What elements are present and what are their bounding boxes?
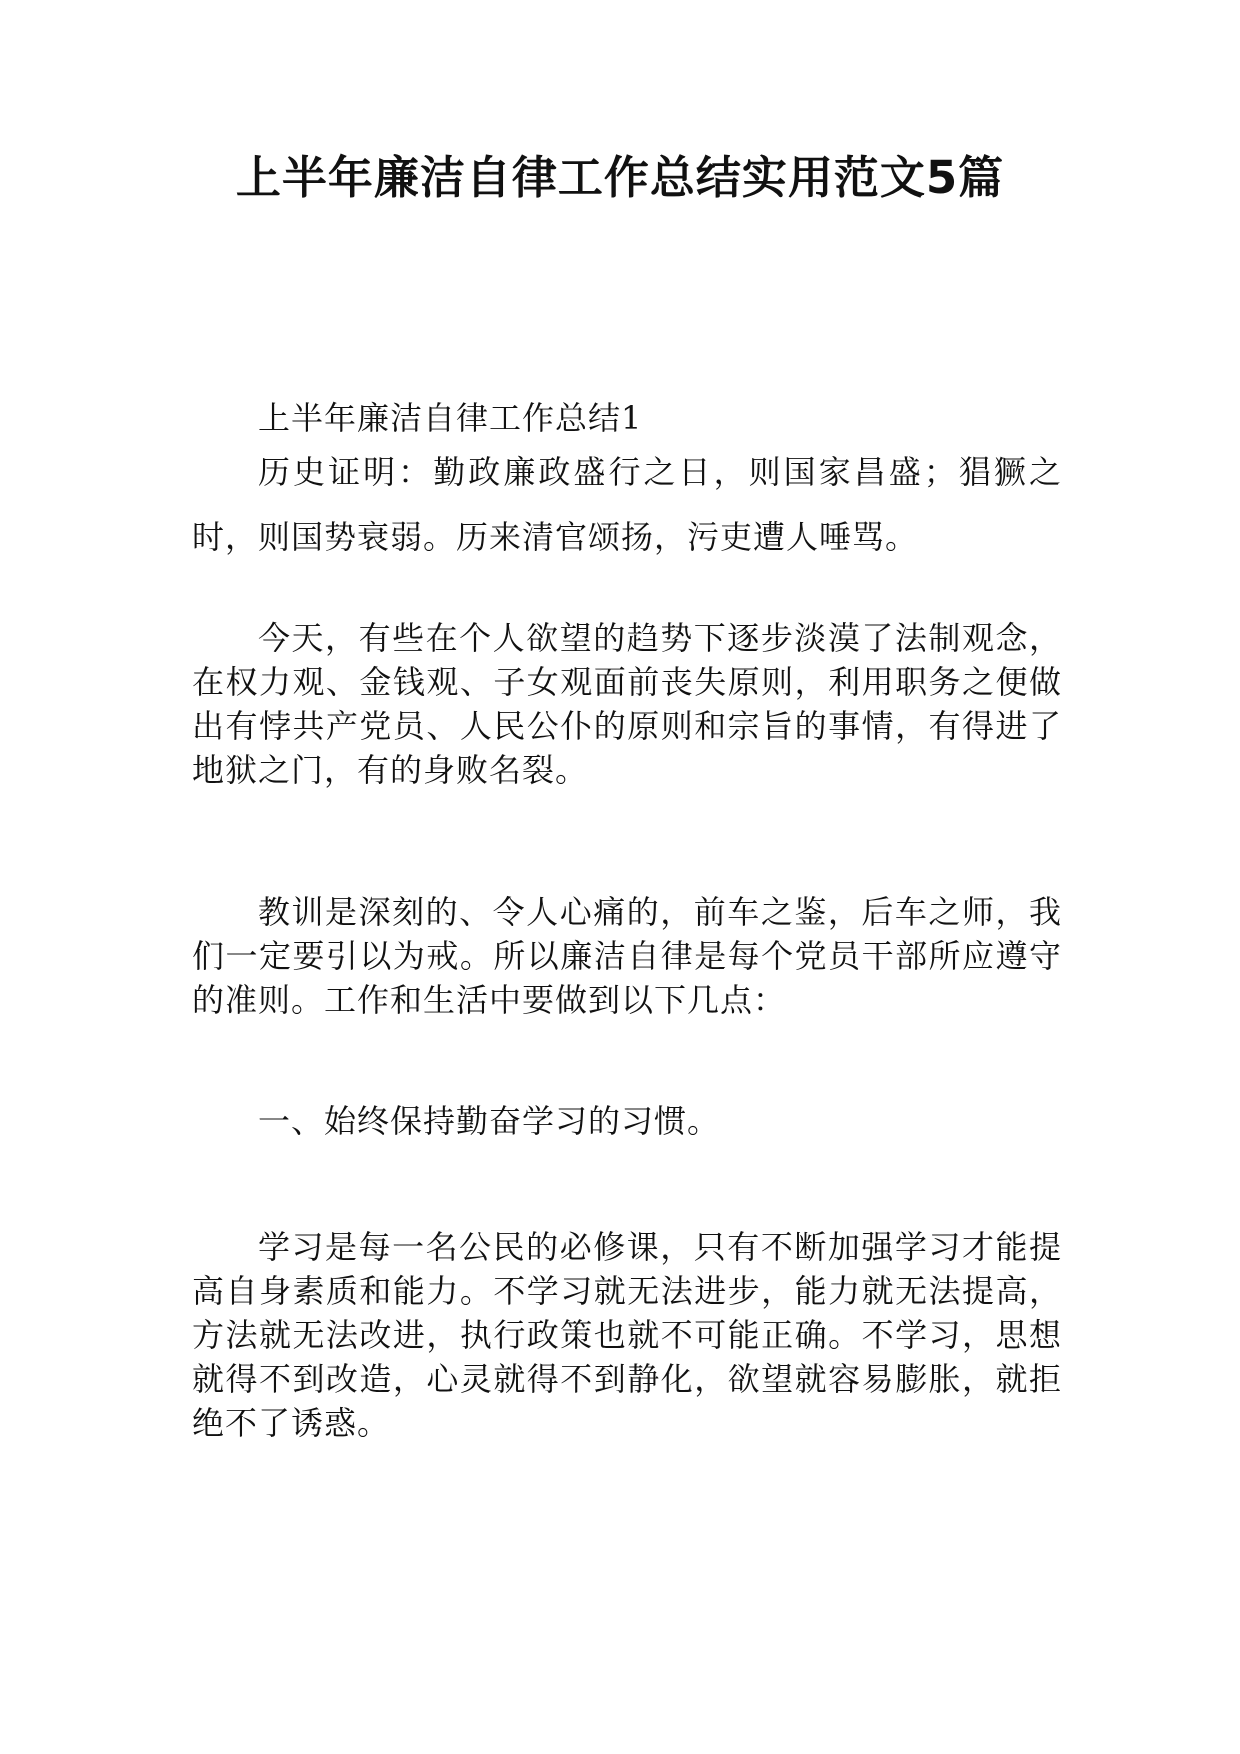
point-heading-1: 一、始终保持勤奋学习的习惯。 [258, 1102, 721, 1140]
paragraph-3: 教训是深刻的、令人心痛的，前车之鉴，后车之师，我们一定要引以为戒。所以廉洁自律是每个党员干部所应遵守的准则。工作和生活中要做到以下几点： [192, 893, 1062, 1019]
paragraph-4: 学习是每一名公民的必修课，只有不断加强学习才能提高自身素质和能力。不学习就无法进步，能力就无法提高，方法就无法改进，执行政策也就不可能正确。不学习，思想就得不到改造，心灵就得不到静化，欲望就容易膨胀，就拒绝不了诱惑。 [192, 1228, 1062, 1442]
paragraph-1: 历史证明：勤政廉政盛行之日，则国家昌盛；猖獗之时，则国势衰弱。历来清官颂扬，污吏遭人唾骂。 [192, 453, 1062, 556]
paragraph-2: 今天，有些在个人欲望的趋势下逐步淡漠了法制观念，在权力观、金钱观、子女观面前丧失原则，利用职务之便做出有悖共产党员、人民公仆的原则和宗旨的事情，有得进了地狱之门，有的身败名裂。 [192, 619, 1062, 789]
section-heading: 上半年廉洁自律工作总结1 [258, 399, 643, 437]
document-title: 上半年廉洁自律工作总结实用范文5篇 [235, 151, 1005, 204]
